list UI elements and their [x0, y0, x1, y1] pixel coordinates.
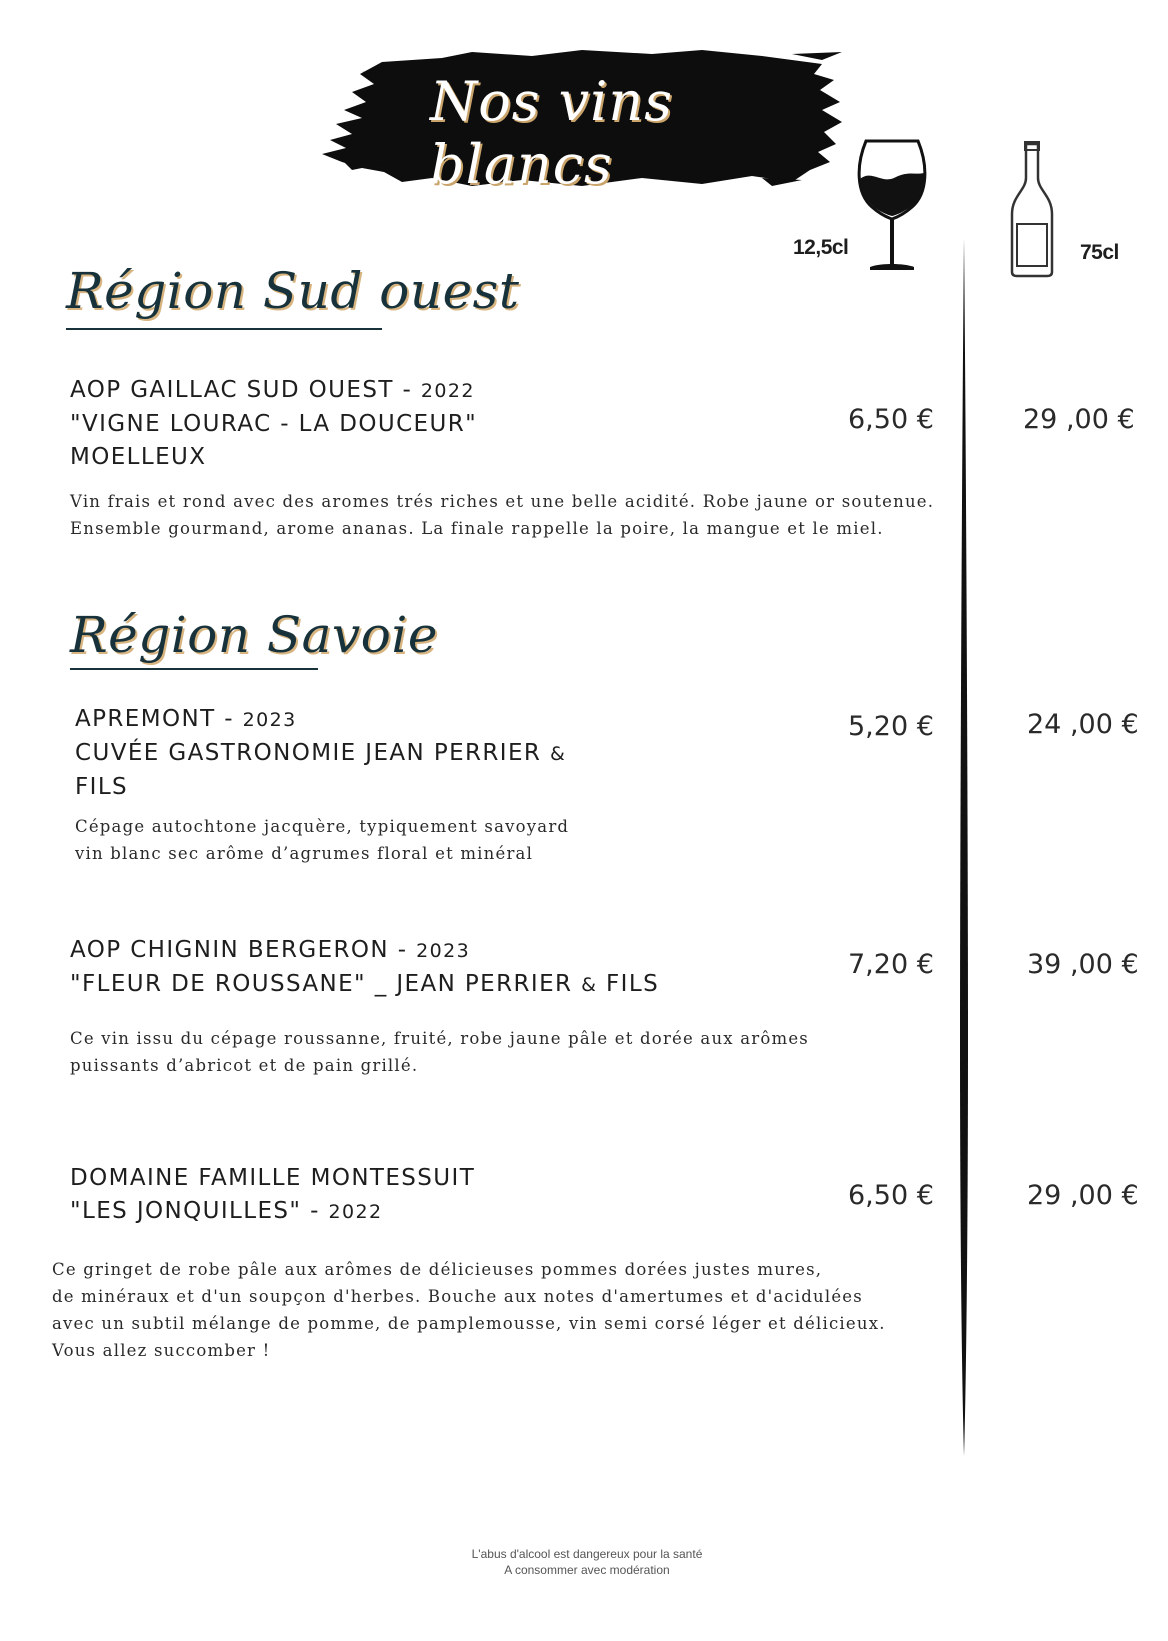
price-bottle: 39 ,00 €	[1027, 949, 1139, 980]
bottle-size-label: 75cl	[1080, 241, 1119, 264]
column-divider	[958, 238, 970, 1456]
price-glass: 6,50 €	[848, 404, 934, 435]
region-heading-sud-ouest: Région Sud ouest	[66, 262, 520, 320]
price-bottle: 24 ,00 €	[1027, 709, 1139, 740]
wine-name: APREMONT - 2023 CUVÉE GASTRONOMIE JEAN PERRIER & FILS	[75, 706, 567, 800]
price-glass: 6,50 €	[848, 1180, 934, 1211]
wine-year: 2023	[416, 940, 471, 962]
wine-description: Ce vin issu du cépage roussanne, fruité, robe jaune pâle et dorée aux arômes puissants d’abricot et de pain grillé.	[70, 1029, 809, 1075]
health-warning-footer	[0, 1546, 1168, 1578]
wine-name: AOP CHIGNIN BERGERON - 2023 "FLEUR DE ROUSSANE" _ JEAN PERRIER & FILS	[70, 937, 660, 997]
footer-line-2: A consommer avec modération	[504, 1563, 670, 1577]
glass-size-label: 12,5cl	[793, 236, 849, 259]
wine-description: Cépage autochtone jacquère, typiquement savoyard vin blanc sec arôme d’agrumes floral et minéral	[75, 817, 570, 863]
wine-bottle-icon	[1008, 140, 1056, 278]
region-underline	[70, 668, 318, 670]
price-glass: 7,20 €	[848, 949, 934, 980]
wine-description: Ce gringet de robe pâle aux arômes de délicieuses pommes dorées justes mures, de minéraux et d'un soupçon d'herbes. Bouche aux notes d'amertumes et d'acidulées avec un subtil mélange de pomme, de pamplemousse, vin semi corsé léger et délicieux. Vous allez succomber !	[52, 1260, 886, 1360]
page-title: Nos vins blancs	[430, 70, 673, 196]
price-glass: 5,20 €	[848, 711, 934, 742]
price-bottle: 29 ,00 €	[1027, 1180, 1139, 1211]
wine-year: 2023	[242, 709, 297, 731]
price-bottle: 29 ,00 €	[1023, 404, 1135, 435]
wine-glass-icon	[852, 135, 932, 273]
region-heading-savoie: Région Savoie	[70, 606, 438, 664]
wine-description: Vin frais et rond avec des aromes trés riches et une belle acidité. Robe jaune or soutenue. Ensemble gourmand, arome ananas. La finale rappelle la poire, la mangue et le miel.	[70, 492, 935, 538]
footer-line-1: L'abus d'alcool est dangereux pour la santé	[471, 1547, 703, 1561]
wine-year: 2022	[328, 1201, 383, 1223]
region-underline	[66, 328, 382, 330]
wine-name: DOMAINE FAMILLE MONTESSUIT "LES JONQUILLES" - 2022	[70, 1165, 476, 1224]
wine-name: AOP GAILLAC SUD OUEST - 2022 "VIGNE LOURAC - LA DOUCEUR" MOELLEUX	[70, 377, 478, 470]
wine-year: 2022	[420, 380, 475, 402]
